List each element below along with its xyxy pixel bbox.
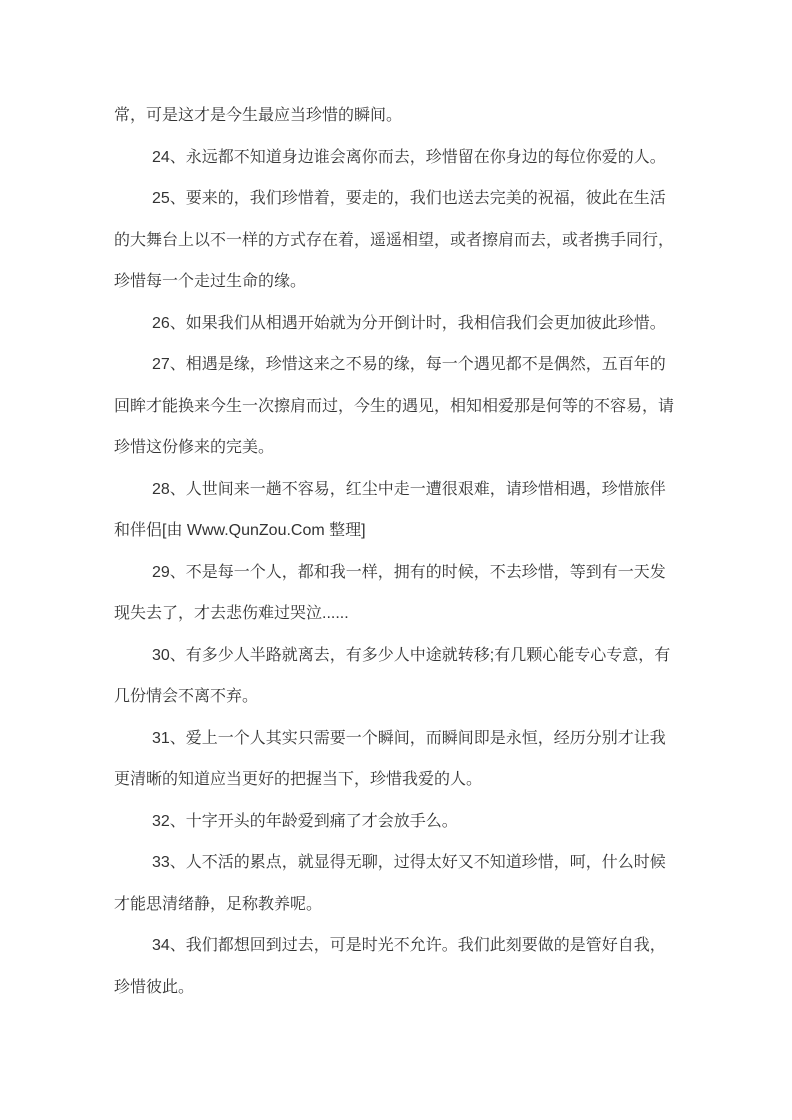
text-line: 更清晰的知道应当更好的把握当下，珍惜我爱的人。	[114, 771, 483, 788]
text-line: 珍惜这份修来的完美。	[114, 439, 275, 456]
text-line: 26、如果我们从相遇开始就为分开倒计时，我相信我们会更加彼此珍惜。	[152, 314, 666, 332]
text-line: 和伴侣[由 Www.QunZou.Com 整理]	[114, 522, 366, 539]
text-line: 24、永远都不知道身边谁会离你而去，珍惜留在你身边的每位你爱的人。	[152, 148, 666, 166]
text-line: 回眸才能换来今生一次擦肩而过，今生的遇见，相知相爱那是何等的不容易，请	[114, 397, 675, 415]
text-line: 常，可是这才是今生最应当珍惜的瞬间。	[114, 107, 403, 124]
text-line: 30、有多少人半路就离去，有多少人中途就转移;有几颗心能专心专意，有	[152, 646, 671, 664]
text-line: 几份情会不离不弃。	[114, 688, 259, 705]
text-line: 31、爱上一个人其实只需要一个瞬间，而瞬间即是永恒，经历分别才让我	[152, 729, 666, 747]
text-line: 28、人世间来一趟不容易，红尘中走一遭很艰难，请珍惜相遇，珍惜旅伴	[152, 480, 666, 498]
text-line: 的大舞台上以不一样的方式存在着，遥遥相望，或者擦肩而去，或者携手同行，	[114, 231, 675, 249]
text-line: 29、不是每一个人，都和我一样，拥有的时候，不去珍惜，等到有一天发	[152, 563, 666, 581]
text-line: 珍惜彼此。	[114, 978, 195, 996]
text-line: 33、人不活的累点，就显得无聊，过得太好又不知道珍惜，呵，什么时候	[152, 854, 666, 871]
text-line: 珍惜每一个走过生命的缘。	[114, 273, 307, 290]
text-block	[114, 95, 680, 1008]
text-line: 才能思清绪静，足称教养呢。	[114, 895, 323, 913]
text-line: 32、十字开头的年龄爱到痛了才会放手么。	[152, 812, 458, 830]
text-line: 34、我们都想回到过去，可是时光不允许。我们此刻要做的是管好自我，	[152, 937, 666, 954]
text-line: 现失去了，才去悲伤难过哭泣......	[114, 605, 349, 622]
text-line: 25、要来的，我们珍惜着，要走的，我们也送去完美的祝福，彼此在生活	[152, 190, 666, 207]
text-line: 27、相遇是缘，珍惜这来之不易的缘，每一个遇见都不是偶然，五百年的	[152, 356, 666, 373]
